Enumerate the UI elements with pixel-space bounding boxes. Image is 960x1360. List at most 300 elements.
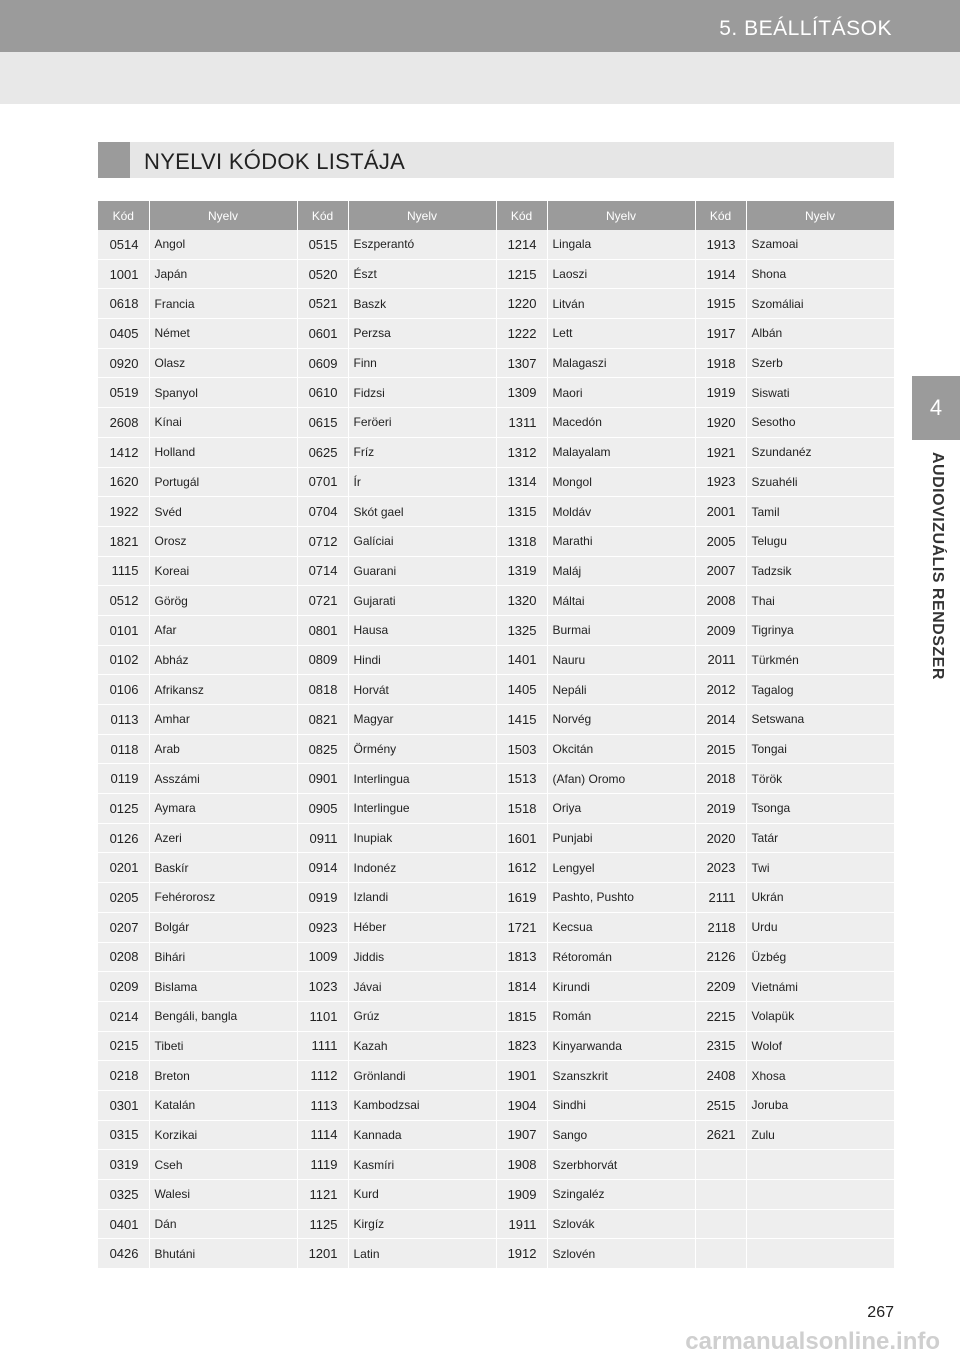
code-cell: 0821 [297, 705, 348, 735]
column-header-code: Kód [98, 201, 149, 230]
table-row [98, 972, 894, 1002]
code-cell: 1919 [695, 378, 746, 408]
code-cell: 0609 [297, 348, 348, 378]
language-cell: Setswana [746, 705, 894, 735]
language-cell: (Afan) Oromo [547, 764, 695, 794]
language-cell: Szuahéli [746, 467, 894, 497]
language-cell: Holland [149, 437, 297, 467]
language-cell: Kínai [149, 408, 297, 438]
code-cell: 0319 [98, 1150, 149, 1180]
code-cell: 1813 [496, 942, 547, 972]
code-cell: 2111 [695, 883, 746, 913]
language-cell: Abház [149, 645, 297, 675]
language-cell: Koreai [149, 556, 297, 586]
language-cell: Orosz [149, 526, 297, 556]
language-cell: Norvég [547, 705, 695, 735]
table-row [98, 794, 894, 824]
code-cell: 1115 [98, 556, 149, 586]
language-cell: Tsonga [746, 794, 894, 824]
language-cell: Fidzsi [348, 378, 496, 408]
table-row [98, 319, 894, 349]
language-cell: Tibeti [149, 1031, 297, 1061]
language-cell: Sango [547, 1120, 695, 1150]
column-header-language: Nyelv [547, 201, 695, 230]
language-cell [746, 1180, 894, 1210]
code-cell: 0701 [297, 467, 348, 497]
code-cell: 0301 [98, 1090, 149, 1120]
code-cell: 2515 [695, 1090, 746, 1120]
code-cell: 1921 [695, 437, 746, 467]
code-cell: 0712 [297, 526, 348, 556]
language-cell: Japán [149, 259, 297, 289]
language-cell: Grúz [348, 1001, 496, 1031]
language-cell: Szerb [746, 348, 894, 378]
table-row [98, 912, 894, 942]
language-cell: Interlingue [348, 794, 496, 824]
table-row [98, 1031, 894, 1061]
code-cell [695, 1150, 746, 1180]
language-cell: Fehérorosz [149, 883, 297, 913]
heading-marker [98, 142, 130, 178]
language-cell: Izlandi [348, 883, 496, 913]
language-cell: Tadzsik [746, 556, 894, 586]
code-cell: 2001 [695, 497, 746, 527]
code-cell: 1201 [297, 1239, 348, 1269]
language-cell: Thai [746, 586, 894, 616]
code-cell: 0315 [98, 1120, 149, 1150]
language-cell: Punjabi [547, 823, 695, 853]
code-cell: 2315 [695, 1031, 746, 1061]
code-cell: 1914 [695, 259, 746, 289]
language-cell: Szlovák [547, 1209, 695, 1239]
language-cell: Tongai [746, 734, 894, 764]
language-cell: Arab [149, 734, 297, 764]
code-cell: 2608 [98, 408, 149, 438]
code-cell: 0905 [297, 794, 348, 824]
code-cell: 0923 [297, 912, 348, 942]
language-cell: Angol [149, 230, 297, 259]
code-cell: 2005 [695, 526, 746, 556]
language-cell: Laoszi [547, 259, 695, 289]
code-cell: 1922 [98, 497, 149, 527]
code-cell: 0519 [98, 378, 149, 408]
code-cell: 1314 [496, 467, 547, 497]
language-cell: Sesotho [746, 408, 894, 438]
code-cell: 1405 [496, 675, 547, 705]
code-cell: 0920 [98, 348, 149, 378]
code-cell: 0209 [98, 972, 149, 1002]
code-cell: 1320 [496, 586, 547, 616]
code-cell: 2011 [695, 645, 746, 675]
code-cell: 1220 [496, 289, 547, 319]
language-cell: Mongol [547, 467, 695, 497]
code-cell: 1721 [496, 912, 547, 942]
code-cell: 1125 [297, 1209, 348, 1239]
language-cell: Szanszkrit [547, 1061, 695, 1091]
language-cell: Maori [547, 378, 695, 408]
code-cell: 0102 [98, 645, 149, 675]
code-cell: 1911 [496, 1209, 547, 1239]
language-cell: Moldáv [547, 497, 695, 527]
code-cell: 1513 [496, 764, 547, 794]
language-cell [746, 1239, 894, 1269]
language-cell: Urdu [746, 912, 894, 942]
code-cell: 1311 [496, 408, 547, 438]
code-cell: 0914 [297, 853, 348, 883]
code-cell: 0325 [98, 1180, 149, 1210]
section-title: 5. BEÁLLÍTÁSOK [719, 17, 892, 40]
code-cell: 2014 [695, 705, 746, 735]
language-cell: Szerbhorvát [547, 1150, 695, 1180]
code-cell: 1401 [496, 645, 547, 675]
language-cell: Héber [348, 912, 496, 942]
code-cell: 0714 [297, 556, 348, 586]
language-cell: Breton [149, 1061, 297, 1091]
code-cell: 2126 [695, 942, 746, 972]
language-cell: Máltai [547, 586, 695, 616]
language-cell: Walesi [149, 1180, 297, 1210]
table-row [98, 586, 894, 616]
code-cell: 1904 [496, 1090, 547, 1120]
language-cell: Cseh [149, 1150, 297, 1180]
table-row [98, 556, 894, 586]
code-cell: 0205 [98, 883, 149, 913]
table-row [98, 1209, 894, 1239]
language-cell: Svéd [149, 497, 297, 527]
table-row [98, 1239, 894, 1269]
code-cell: 1915 [695, 289, 746, 319]
code-cell: 2009 [695, 615, 746, 645]
language-cell: Görög [149, 586, 297, 616]
page-number: 267 [867, 1304, 894, 1321]
language-cell: Dán [149, 1209, 297, 1239]
code-cell [695, 1209, 746, 1239]
code-cell: 0521 [297, 289, 348, 319]
code-cell: 1412 [98, 437, 149, 467]
code-cell: 0201 [98, 853, 149, 883]
language-cell: Xhosa [746, 1061, 894, 1091]
language-cell: Galíciai [348, 526, 496, 556]
code-cell: 0818 [297, 675, 348, 705]
language-cell: Azeri [149, 823, 297, 853]
language-cell [746, 1209, 894, 1239]
code-cell: 0610 [297, 378, 348, 408]
list-heading [98, 142, 894, 178]
language-cell: Kannada [348, 1120, 496, 1150]
language-cell: Jiddis [348, 942, 496, 972]
code-cell: 2012 [695, 675, 746, 705]
header-bar [0, 0, 960, 52]
language-cell: Bengáli, bangla [149, 1001, 297, 1031]
code-cell: 0801 [297, 615, 348, 645]
language-cell: Nauru [547, 645, 695, 675]
column-header-code: Kód [297, 201, 348, 230]
language-cell: Német [149, 319, 297, 349]
language-cell: Shona [746, 259, 894, 289]
language-cell: Malagaszi [547, 348, 695, 378]
code-cell: 1325 [496, 615, 547, 645]
language-cell: Vietnámi [746, 972, 894, 1002]
language-cell: Litván [547, 289, 695, 319]
table-row [98, 883, 894, 913]
code-cell: 1009 [297, 942, 348, 972]
language-cell: Wolof [746, 1031, 894, 1061]
language-cell: Bislama [149, 972, 297, 1002]
code-cell: 0215 [98, 1031, 149, 1061]
language-cell: Szundanéz [746, 437, 894, 467]
language-cell: Skót gael [348, 497, 496, 527]
language-cell: Fríz [348, 437, 496, 467]
language-cell: Szamoai [746, 230, 894, 259]
code-cell: 1912 [496, 1239, 547, 1269]
code-cell: 1814 [496, 972, 547, 1002]
code-cell: 2023 [695, 853, 746, 883]
code-cell: 0113 [98, 705, 149, 735]
code-cell: 0520 [297, 259, 348, 289]
code-cell: 2018 [695, 764, 746, 794]
language-cell: Hausa [348, 615, 496, 645]
column-header-language: Nyelv [348, 201, 496, 230]
code-cell: 0214 [98, 1001, 149, 1031]
language-cell: Kambodzsai [348, 1090, 496, 1120]
table-row [98, 675, 894, 705]
code-cell: 1923 [695, 467, 746, 497]
code-cell: 1909 [496, 1180, 547, 1210]
table-row [98, 1001, 894, 1031]
table-body [98, 230, 894, 1269]
language-cell: Spanyol [149, 378, 297, 408]
code-cell: 0101 [98, 615, 149, 645]
language-cell: Portugál [149, 467, 297, 497]
language-cell: Lett [547, 319, 695, 349]
table-row [98, 764, 894, 794]
language-cell: Sindhi [547, 1090, 695, 1120]
code-cell: 2209 [695, 972, 746, 1002]
column-header-code: Kód [695, 201, 746, 230]
language-cell: Francia [149, 289, 297, 319]
code-cell: 0515 [297, 230, 348, 259]
table-row [98, 1090, 894, 1120]
language-cell: Eszperantó [348, 230, 496, 259]
code-cell: 2020 [695, 823, 746, 853]
code-cell: 0208 [98, 942, 149, 972]
table-row [98, 467, 894, 497]
code-cell: 1121 [297, 1180, 348, 1210]
code-cell: 0618 [98, 289, 149, 319]
code-cell: 0119 [98, 764, 149, 794]
code-cell: 1415 [496, 705, 547, 735]
language-cell: Macedón [547, 408, 695, 438]
language-cell: Aymara [149, 794, 297, 824]
code-cell [695, 1180, 746, 1210]
language-cell: Horvát [348, 675, 496, 705]
table-row [98, 259, 894, 289]
code-cell: 2118 [695, 912, 746, 942]
table-row [98, 497, 894, 527]
table-row [98, 705, 894, 735]
code-cell: 2215 [695, 1001, 746, 1031]
language-cell: Bihári [149, 942, 297, 972]
language-cell: Baskír [149, 853, 297, 883]
language-cell: Indonéz [348, 853, 496, 883]
code-cell: 1319 [496, 556, 547, 586]
code-cell: 1913 [695, 230, 746, 259]
language-cell: Afrikansz [149, 675, 297, 705]
language-cell: Telugu [746, 526, 894, 556]
code-cell: 1001 [98, 259, 149, 289]
language-cell: Türkmén [746, 645, 894, 675]
language-cell: Albán [746, 319, 894, 349]
code-cell: 0615 [297, 408, 348, 438]
heading-text: NYELVI KÓDOK LISTÁJA [144, 149, 406, 174]
language-cell: Bolgár [149, 912, 297, 942]
code-cell: 0704 [297, 497, 348, 527]
language-cell: Kirundi [547, 972, 695, 1002]
code-cell: 1503 [496, 734, 547, 764]
code-cell: 1518 [496, 794, 547, 824]
code-cell: 2008 [695, 586, 746, 616]
language-cell: Lingala [547, 230, 695, 259]
language-cell [746, 1150, 894, 1180]
language-cell: Török [746, 764, 894, 794]
code-cell: 2621 [695, 1120, 746, 1150]
code-cell: 2019 [695, 794, 746, 824]
language-cell: Korzikai [149, 1120, 297, 1150]
language-cell: Kirgíz [348, 1209, 496, 1239]
table-row [98, 1120, 894, 1150]
code-cell: 0218 [98, 1061, 149, 1091]
code-cell: 1920 [695, 408, 746, 438]
code-cell: 1901 [496, 1061, 547, 1091]
language-cell: Twi [746, 853, 894, 883]
code-cell: 1601 [496, 823, 547, 853]
language-cell: Gujarati [348, 586, 496, 616]
language-cell: Afar [149, 615, 297, 645]
language-cell: Feröeri [348, 408, 496, 438]
code-cell: 1917 [695, 319, 746, 349]
language-cell: Lengyel [547, 853, 695, 883]
table-row [98, 526, 894, 556]
code-cell [695, 1239, 746, 1269]
language-cell: Kecsua [547, 912, 695, 942]
code-cell: 1023 [297, 972, 348, 1002]
code-cell: 1222 [496, 319, 547, 349]
language-cell: Szomáliai [746, 289, 894, 319]
code-cell: 0512 [98, 586, 149, 616]
language-cell: Zulu [746, 1120, 894, 1150]
language-cell: Ukrán [746, 883, 894, 913]
code-cell: 1119 [297, 1150, 348, 1180]
code-cell: 1307 [496, 348, 547, 378]
code-cell: 0625 [297, 437, 348, 467]
code-cell: 0126 [98, 823, 149, 853]
language-cell: Latin [348, 1239, 496, 1269]
language-cell: Tagalog [746, 675, 894, 705]
table-row [98, 823, 894, 853]
table-header-row [98, 201, 894, 230]
code-cell: 1101 [297, 1001, 348, 1031]
code-cell: 1112 [297, 1061, 348, 1091]
code-cell: 1908 [496, 1150, 547, 1180]
language-cell: Marathi [547, 526, 695, 556]
code-cell: 0809 [297, 645, 348, 675]
language-cell: Malayalam [547, 437, 695, 467]
code-cell: 0911 [297, 823, 348, 853]
language-cell: Baszk [348, 289, 496, 319]
language-cell: Kurd [348, 1180, 496, 1210]
table-row [98, 853, 894, 883]
code-cell: 1315 [496, 497, 547, 527]
column-header-language: Nyelv [149, 201, 297, 230]
code-cell: 1612 [496, 853, 547, 883]
language-cell: Finn [348, 348, 496, 378]
table-row [98, 230, 894, 259]
language-cell: Örmény [348, 734, 496, 764]
language-cell: Tamil [746, 497, 894, 527]
code-cell: 1907 [496, 1120, 547, 1150]
language-cell: Interlingua [348, 764, 496, 794]
language-cell: Észt [348, 259, 496, 289]
code-cell: 1821 [98, 526, 149, 556]
column-header-language: Nyelv [746, 201, 894, 230]
language-cell: Joruba [746, 1090, 894, 1120]
code-cell: 1312 [496, 437, 547, 467]
code-cell: 1815 [496, 1001, 547, 1031]
language-cell: Okcitán [547, 734, 695, 764]
table-row [98, 1150, 894, 1180]
language-cell: Asszámi [149, 764, 297, 794]
code-cell: 1309 [496, 378, 547, 408]
table-row [98, 645, 894, 675]
language-cell: Jávai [348, 972, 496, 1002]
language-cell: Bhutáni [149, 1239, 297, 1269]
language-cell: Pashto, Pushto [547, 883, 695, 913]
language-cell: Amhar [149, 705, 297, 735]
language-cell: Hindi [348, 645, 496, 675]
language-cell: Inupiak [348, 823, 496, 853]
language-cell: Szlovén [547, 1239, 695, 1269]
code-cell: 2007 [695, 556, 746, 586]
language-code-table [98, 201, 895, 1269]
language-cell: Román [547, 1001, 695, 1031]
code-cell: 1918 [695, 348, 746, 378]
code-cell: 1619 [496, 883, 547, 913]
code-cell: 1215 [496, 259, 547, 289]
language-cell: Perzsa [348, 319, 496, 349]
code-cell: 1113 [297, 1090, 348, 1120]
language-cell: Nepáli [547, 675, 695, 705]
code-cell: 0901 [297, 764, 348, 794]
code-cell: 0426 [98, 1239, 149, 1269]
table-row [98, 942, 894, 972]
language-cell: Üzbég [746, 942, 894, 972]
chapter-label: AUDIOVIZUÁLIS RENDSZER [929, 452, 946, 680]
language-cell: Oriya [547, 794, 695, 824]
code-cell: 0721 [297, 586, 348, 616]
code-cell: 0106 [98, 675, 149, 705]
table-row [98, 289, 894, 319]
language-cell: Burmai [547, 615, 695, 645]
code-cell: 0825 [297, 734, 348, 764]
code-cell: 1620 [98, 467, 149, 497]
code-cell: 1114 [297, 1120, 348, 1150]
language-cell: Ír [348, 467, 496, 497]
language-cell: Kasmíri [348, 1150, 496, 1180]
language-cell: Kazah [348, 1031, 496, 1061]
code-cell: 0207 [98, 912, 149, 942]
table-row [98, 348, 894, 378]
code-cell: 2015 [695, 734, 746, 764]
